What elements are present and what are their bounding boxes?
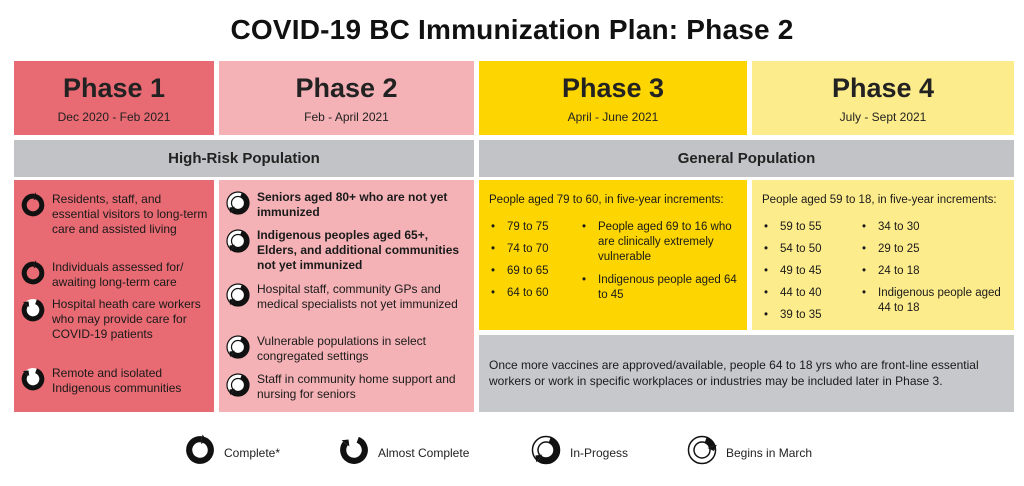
bullet: • — [764, 309, 769, 321]
bullet-text: 54 to 50 — [780, 243, 822, 255]
bullet-text: Indigenous people aged 44 to 18 — [878, 287, 1001, 314]
bullet-text: 49 to 45 — [780, 265, 822, 277]
phase-1-item-text: Remote and isolated Indigenous communities — [52, 366, 182, 395]
phase-2-item — [225, 334, 470, 365]
bullet: • — [491, 243, 496, 255]
phase-4-age-group — [862, 242, 1012, 257]
bullet-text: 34 to 30 — [878, 221, 920, 233]
bullet-text: 24 to 18 — [878, 265, 920, 277]
phase-4-age-group — [862, 264, 1012, 279]
almost-complete-icon — [20, 297, 46, 328]
phase-3-group — [582, 273, 742, 303]
bullet-text: People aged 69 to 16 who are clinically extremely vulnerable — [598, 221, 732, 263]
legend-item-almost-complete — [338, 434, 469, 471]
in-progress-icon — [225, 282, 251, 313]
phase-3-intro: People aged 79 to 60, in five-year increments: — [489, 194, 724, 206]
phase-2-item-text: Indigenous peoples aged 65+, Elders, and additional communities not yet immunized — [257, 228, 460, 272]
bullet: • — [764, 221, 769, 233]
phase-4-age-group — [764, 308, 844, 323]
bullet: • — [862, 287, 867, 299]
legend-item-in-progress — [530, 434, 628, 471]
bullet-text: 74 to 70 — [507, 243, 549, 255]
phase-2-item-text: Staff in community home support and nursing for seniors — [257, 372, 456, 401]
phase-2-item — [225, 190, 470, 221]
front-line-workers-note: Once more vaccines are approved/available, people 64 to 18 yrs who are front-line essential workers or work in specific workplaces or industries may be included later in Phase 3. — [489, 358, 979, 388]
legend-label: Begins in March — [726, 445, 813, 460]
page-title: COVID-19 BC Immunization Plan: Phase 2 — [230, 14, 794, 45]
phase-1-name: Phase 1 — [62, 73, 166, 103]
bullet: • — [764, 265, 769, 277]
in-progress-icon — [530, 434, 562, 471]
bullet: • — [582, 221, 587, 233]
phase-4-body — [752, 180, 1014, 330]
phase-3-header — [479, 61, 747, 135]
phase-1-item — [20, 366, 210, 397]
bullet: • — [582, 274, 587, 286]
bullet: • — [764, 243, 769, 255]
phase-1-body — [14, 180, 214, 412]
bullet-text: 79 to 75 — [507, 221, 549, 233]
front-line-workers-note-box — [479, 335, 1014, 412]
bullet: • — [491, 287, 496, 299]
phase-3-age-group — [491, 286, 571, 301]
phase-2-header — [219, 61, 474, 135]
phase-1-item-text: Individuals assessed for/ awaiting long-term care — [52, 260, 184, 289]
bullet-text: 64 to 60 — [507, 287, 549, 299]
phase-1-dates: Dec 2020 - Feb 2021 — [57, 110, 171, 124]
legend-item-begins-march — [686, 434, 812, 471]
phase-2-dates: Feb - April 2021 — [304, 110, 389, 124]
in-progress-icon — [225, 190, 251, 221]
high-risk-population-band: High-Risk Population — [14, 140, 474, 177]
phase-1-item — [20, 192, 210, 237]
phase-3-age-group — [491, 264, 571, 279]
bullet-text: 59 to 55 — [780, 221, 822, 233]
bullet-text: Indigenous people aged 64 to 45 — [598, 274, 737, 301]
bullet: • — [764, 287, 769, 299]
complete-icon — [184, 434, 216, 471]
phase-3-group — [582, 220, 742, 265]
phase-3-body — [479, 180, 747, 330]
phase-2-item — [225, 372, 470, 403]
in-progress-icon — [225, 372, 251, 403]
phase-1-item-text: Hospital heath care workers who may provide care for COVID-19 patients — [52, 297, 201, 341]
bullet: • — [862, 221, 867, 233]
phase-4-header — [752, 61, 1014, 135]
complete-icon — [20, 260, 46, 291]
bullet-text: 44 to 40 — [780, 287, 822, 299]
phase-4-group — [862, 286, 1012, 316]
bullet-text: 69 to 65 — [507, 265, 549, 277]
phase-4-age-group — [764, 242, 844, 257]
in-progress-icon — [225, 228, 251, 259]
phase-4-age-group — [764, 264, 844, 279]
phase-1-item — [20, 297, 210, 342]
phase-2-item-text: Seniors aged 80+ who are not yet immunized — [257, 190, 448, 219]
phase-2-body — [219, 180, 474, 412]
legend-label: Almost Complete — [378, 445, 470, 460]
legend-label: In-Progess — [570, 445, 629, 460]
phase-3-age-group — [491, 242, 571, 257]
phase-3-name: Phase 3 — [561, 73, 665, 103]
bullet: • — [862, 243, 867, 255]
phase-1-header — [14, 61, 214, 135]
bullet-text: 29 to 25 — [878, 243, 920, 255]
phase-1-item-text: Residents, staff, and essential visitors to long-term care and assisted living — [52, 192, 208, 236]
phase-4-age-group — [862, 220, 1012, 235]
phase-3-dates: April - June 2021 — [567, 110, 659, 124]
bullet: • — [491, 221, 496, 233]
phase-4-dates: July - Sept 2021 — [839, 110, 927, 124]
almost-complete-icon — [338, 434, 370, 471]
phase-3-age-group — [491, 220, 571, 235]
phase-2-item — [225, 228, 470, 273]
complete-icon — [20, 192, 46, 223]
phase-2-item — [225, 282, 470, 313]
phase-2-item-text: Hospital staff, community GPs and medical specialists not yet immunized — [257, 282, 458, 311]
legend-item-complete — [184, 434, 280, 471]
phase-4-age-group — [764, 220, 844, 235]
phase-4-name: Phase 4 — [831, 73, 935, 103]
phase-4-intro: People aged 59 to 18, in five-year increments: — [762, 194, 997, 206]
phase-4-age-group — [764, 286, 844, 301]
in-progress-icon — [225, 334, 251, 365]
bullet: • — [491, 265, 496, 277]
legend-label: Complete* — [224, 445, 281, 460]
general-population-band: General Population — [479, 140, 1014, 177]
phase-2-item-text: Vulnerable populations in select congregated settings — [257, 334, 427, 363]
phase-2-name: Phase 2 — [295, 73, 398, 103]
begins-in-march-icon — [686, 434, 718, 471]
bullet: • — [862, 265, 867, 277]
almost-complete-icon — [20, 366, 46, 397]
phase-1-item — [20, 260, 210, 291]
bullet-text: 39 to 35 — [780, 309, 822, 321]
